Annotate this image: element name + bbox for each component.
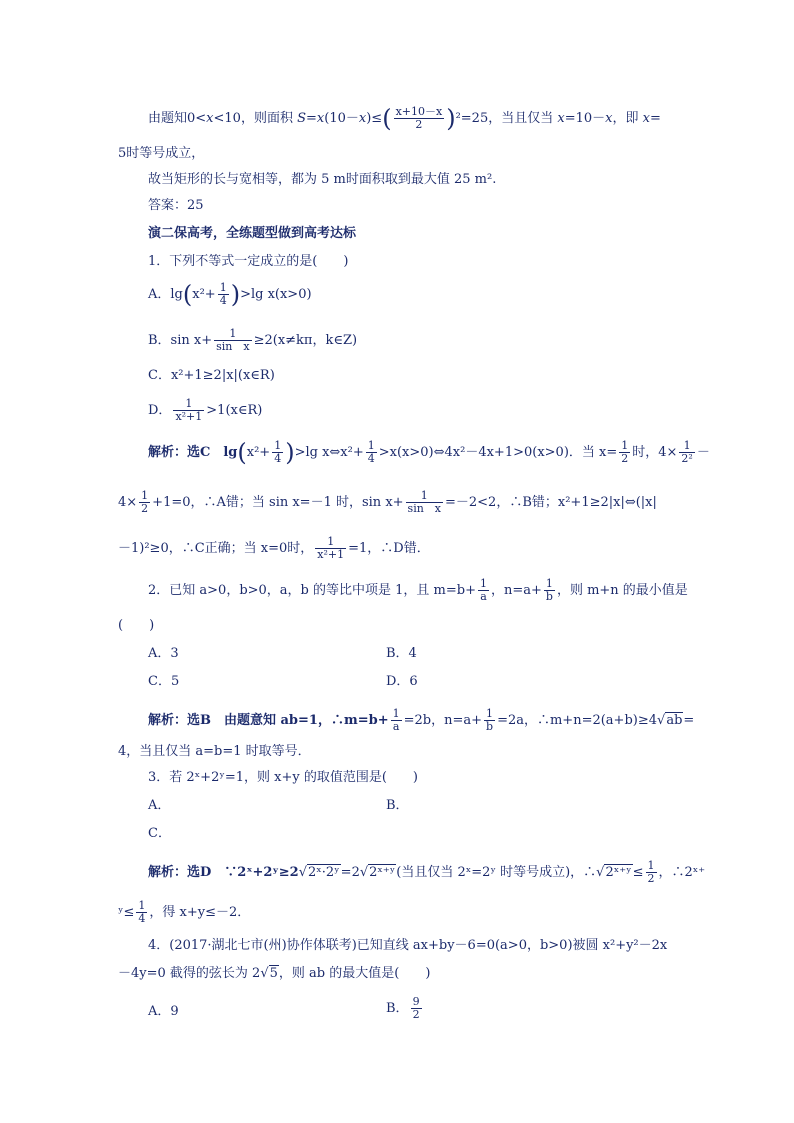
intro-line-2: 5时等号成立， — [118, 146, 205, 161]
denominator: 2 — [415, 118, 423, 131]
numerator: 1 — [315, 536, 346, 549]
sqrt-sign: √ — [359, 865, 369, 880]
text: >lg x⇔x²+ — [294, 445, 364, 460]
q1-stem: 1．下列不等式一定成立的是( ) — [148, 254, 349, 269]
text: =2 — [340, 865, 360, 880]
denominator: sin x — [407, 502, 441, 515]
q1-solution-line-1 — [148, 440, 710, 465]
intro-line-1 — [148, 106, 661, 131]
q1-option-d — [148, 398, 262, 423]
text: x²+ — [192, 287, 216, 302]
text: <10，则面积 — [213, 111, 298, 126]
q2-answer-paren: ( ) — [118, 618, 155, 633]
q1-solution-line-2 — [118, 490, 657, 515]
paren-open: ( — [382, 104, 392, 133]
radicand: 2ˣ⁺ʸ — [605, 865, 632, 880]
text: ，则 ab 的最大值是( ) — [278, 966, 431, 981]
fraction — [646, 860, 657, 885]
text: 解析：选B 由题意知 ab=1，∴m=b+ — [148, 713, 389, 728]
q2-option-a: A．3 — [148, 646, 179, 661]
denominator: 2 — [621, 452, 629, 465]
radicand: ab — [666, 713, 683, 728]
fraction — [411, 996, 422, 1021]
q2-stem — [148, 578, 688, 603]
fraction — [218, 282, 229, 307]
numerator: 1 — [138, 899, 146, 912]
text: =2b，n=a+ — [403, 713, 483, 728]
var: x — [206, 111, 214, 126]
q4-option-b — [386, 996, 424, 1021]
text: 由题知0< — [148, 111, 207, 126]
text: ，则 m+n 的最小值是 — [556, 583, 688, 598]
text: 时，4× — [632, 445, 678, 460]
text: =10－ — [564, 111, 606, 126]
denominator: 4 — [219, 294, 227, 307]
text: ，∴2ˣ⁺ — [658, 865, 706, 880]
radicand: 5 — [269, 966, 278, 981]
q1-option-a — [148, 282, 312, 307]
denominator: x²+1 — [317, 548, 345, 561]
var: x — [557, 111, 565, 126]
text: =－2<2，∴B错；x²+1≥2|x|⇔(|x| — [445, 495, 657, 510]
denominator: b — [486, 720, 494, 733]
fraction — [394, 106, 445, 131]
denominator: 2 — [647, 872, 655, 885]
numerator: 1 — [479, 577, 487, 590]
text: ，n=a+ — [490, 583, 542, 598]
q3-option-c: C． — [148, 826, 171, 841]
text: = — [306, 111, 317, 126]
fraction — [136, 900, 147, 925]
denominator: 2 — [412, 1008, 420, 1021]
denominator: 2² — [681, 452, 693, 465]
text: ，得 x+y≤－2． — [149, 905, 251, 920]
fraction — [478, 578, 489, 603]
numerator: 1 — [679, 440, 694, 453]
text: B． — [386, 1001, 409, 1016]
fraction — [484, 708, 495, 733]
paren-close: ) — [230, 280, 241, 309]
denominator: 4 — [138, 912, 146, 925]
denominator: 4 — [367, 452, 375, 465]
intro-line-3: 故当矩形的长与宽相等，都为 5 m时面积取到最大值 25 m². — [148, 172, 497, 187]
q3-option-a: A． — [148, 798, 171, 813]
paren-close: ) — [446, 104, 456, 133]
numerator: 1 — [647, 859, 655, 872]
text: +1=0，∴A错；当 sin x=－1 时，sin x+ — [152, 495, 404, 510]
text: A．lg — [148, 287, 183, 302]
numerator: 1 — [141, 489, 149, 502]
q4-stem-line-1: 4．(2017·湖北七市(州)协作体联考)已知直线 ax+by－6=0(a>0，b>0)被圆 x²+y²－2x — [148, 938, 668, 953]
q3-solution-line-2 — [118, 900, 250, 925]
q1-option-c: C．x²+1≥2|x|(x∈R) — [148, 368, 275, 383]
fraction — [679, 440, 694, 465]
text: D． — [148, 403, 172, 418]
numerator: 1 — [274, 439, 282, 452]
text: ʸ≤ — [118, 905, 135, 920]
q3-option-b: B． — [386, 798, 409, 813]
numerator: 1 — [219, 281, 227, 294]
text: － — [696, 445, 710, 460]
sqrt-sign: √ — [596, 865, 605, 880]
numerator: 9 — [412, 995, 420, 1008]
q3-stem: 3．若 2ˣ+2ʸ=1，则 x+y 的取值范围是( ) — [148, 770, 418, 785]
q1-solution-line-3 — [118, 536, 430, 561]
text: －1)²≥0，∴C正确；当 x=0时， — [118, 541, 314, 556]
text: －4y=0 截得的弦长为 2 — [118, 966, 261, 981]
q4-stem-line-2 — [118, 966, 430, 982]
numerator: 1 — [406, 490, 443, 503]
numerator: 1 — [392, 707, 400, 720]
numerator: 1 — [367, 439, 375, 452]
var: x — [316, 111, 325, 126]
text: (当且仅当 2ˣ=2ʸ 时等号成立)，∴ — [396, 865, 597, 880]
text: ≤ — [632, 865, 644, 880]
text: 4× — [118, 495, 138, 510]
fraction — [139, 490, 150, 515]
numerator: 1 — [214, 328, 251, 341]
q2-option-c: C．5 — [148, 674, 180, 689]
numerator: 1 — [621, 439, 629, 452]
q4-option-a: A．9 — [148, 1004, 179, 1019]
sqrt-sign: √ — [298, 865, 307, 880]
fraction — [315, 536, 346, 561]
text: ，即 — [612, 111, 643, 126]
text: >lg x(x>0) — [240, 287, 312, 302]
denominator: sin x — [216, 340, 250, 353]
fraction — [406, 490, 443, 515]
paren-open: ( — [237, 438, 247, 467]
text: 2．已知 a>0，b>0，a，b 的等比中项是 1，且 m=b+ — [148, 583, 476, 598]
text: >x(x>0)⇔4x²－4x+1>0(x>0)．当 x= — [378, 445, 618, 460]
radicand: 2ˣ⁺ʸ — [369, 865, 396, 880]
paren-close: ) — [285, 438, 295, 467]
fraction — [544, 578, 555, 603]
numerator: 1 — [484, 708, 495, 721]
text: >1(x∈R) — [206, 403, 263, 418]
text: (10－ — [324, 111, 359, 126]
numerator: 1 — [173, 398, 204, 411]
numerator: x+10－x — [395, 105, 443, 118]
text: 解析：选D ∵2ˣ+2ʸ≥2 — [148, 865, 299, 880]
section-title: 演二保高考，全练题型做到高考达标 — [148, 226, 357, 241]
sqrt-sign: √ — [657, 713, 666, 728]
q3-solution-line-1 — [148, 860, 705, 885]
q1-option-b — [148, 328, 357, 353]
text: x²+ — [246, 445, 271, 460]
text: =1，∴D错． — [348, 541, 430, 556]
q2-option-d: D．6 — [386, 674, 418, 689]
denominator: b — [545, 590, 553, 603]
paren-open: ( — [182, 280, 193, 309]
q2-option-b: B．4 — [386, 646, 417, 661]
var: x — [605, 111, 613, 126]
var: S — [297, 111, 306, 126]
denominator: 4 — [274, 452, 282, 465]
fraction — [366, 440, 377, 465]
denominator: a — [392, 720, 400, 733]
denominator: a — [480, 590, 487, 603]
q2-solution-line-2: 4，当且仅当 a=b=1 时取等号． — [118, 744, 311, 759]
radicand: 2ˣ·2ʸ — [307, 865, 340, 880]
fraction — [272, 440, 283, 465]
denominator: 2 — [141, 502, 149, 515]
q2-solution-line-1 — [148, 708, 694, 733]
denominator: x²+1 — [175, 410, 203, 423]
fraction — [214, 328, 251, 353]
numerator: 1 — [544, 578, 555, 591]
text: B．sin x+ — [148, 333, 213, 348]
text: = — [683, 713, 695, 728]
answer: 答案：25 — [148, 198, 204, 213]
fraction — [173, 398, 204, 423]
sqrt-sign: √ — [260, 966, 269, 981]
text: ≥2(x≠kπ，k∈Z) — [253, 333, 358, 348]
text: = — [649, 111, 661, 126]
text: 解析：选C lg — [148, 445, 238, 460]
text: ²=25，当且仅当 — [455, 111, 558, 126]
var: x — [358, 111, 367, 126]
text: =2a，∴m+n=2(a+b)≥4 — [497, 713, 658, 728]
var: x — [642, 111, 650, 126]
fraction — [619, 440, 630, 465]
text: )≤ — [366, 111, 383, 126]
fraction — [391, 708, 402, 733]
